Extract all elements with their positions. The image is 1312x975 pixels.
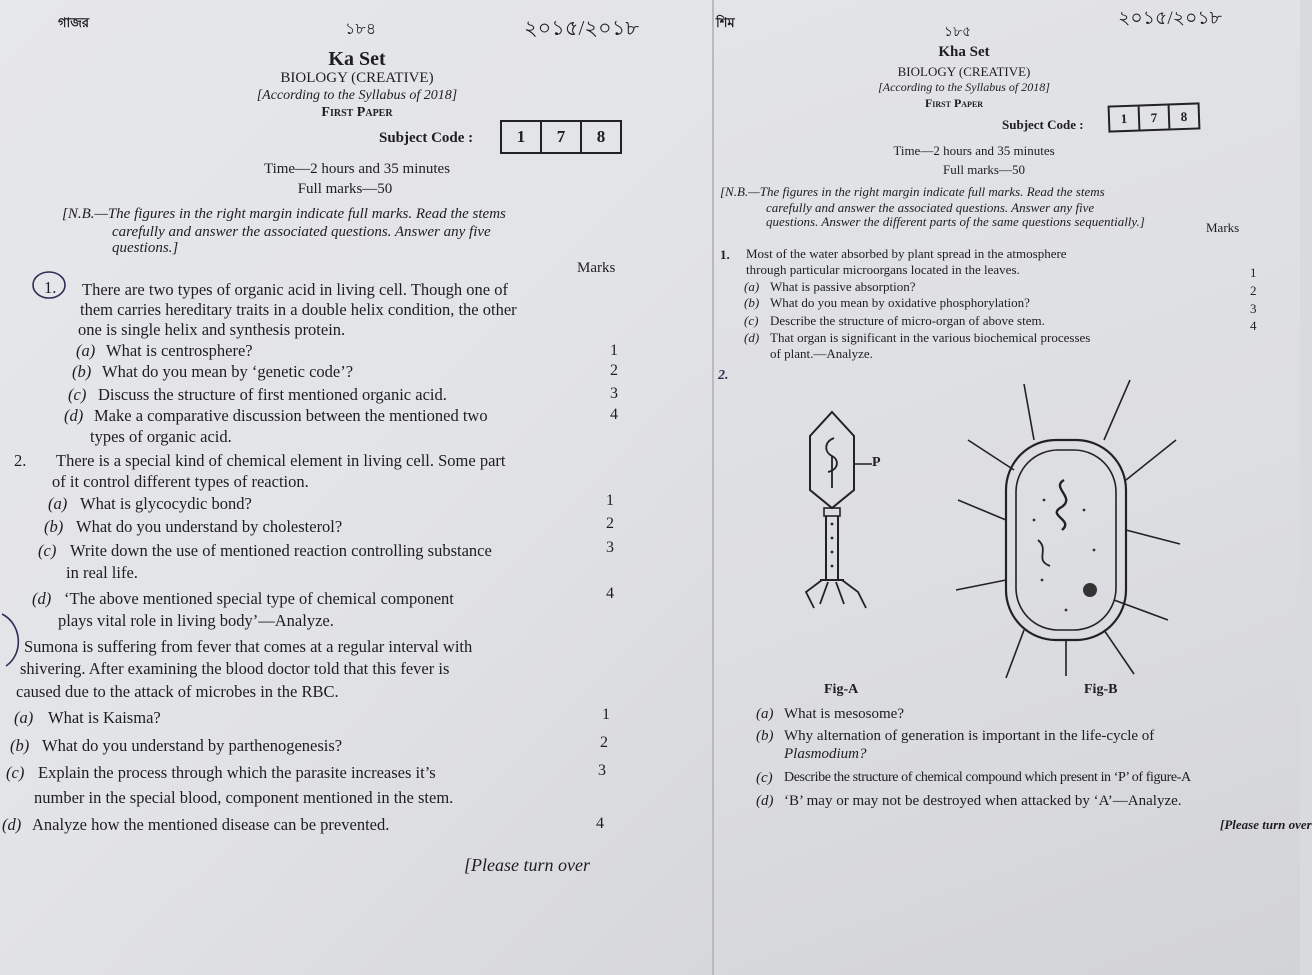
rq2-part-label: (b) xyxy=(756,728,774,744)
q2-part-text: What do you understand by cholesterol? xyxy=(76,517,343,536)
q1-part-label: (a) xyxy=(76,341,96,360)
q3-part-label: (b) xyxy=(10,736,30,755)
q1-part-marks: 4 xyxy=(610,406,618,423)
code-digit: 8 xyxy=(596,127,606,146)
right-nb-line: [N.B.—The figures in the right margin indicate full marks. Read the stems xyxy=(720,184,1105,199)
q3-stem-line: shivering. After examining the blood doctor told that this fever is xyxy=(20,659,450,678)
q3-part-marks: 2 xyxy=(600,734,608,751)
q2-part-text: ‘The above mentioned special type of chemical component xyxy=(64,589,454,608)
left-year: ২০১৫/২০১৮ xyxy=(524,16,639,40)
left-nb-line: questions.] xyxy=(112,240,179,256)
right-year: ২০১৫/২০১৮ xyxy=(1118,8,1223,29)
rq1-number: 1. xyxy=(720,247,730,262)
q1-stem-line: them carries hereditary traits in a double helix condition, the other xyxy=(80,300,517,319)
rq1-part-text: What do you mean by oxidative phosphorylation? xyxy=(770,295,1030,310)
q3-part-marks: 4 xyxy=(596,815,604,832)
q1-part-text: What is centrosphere? xyxy=(106,341,253,360)
q2-part-text-cont: plays vital role in living body’—Analyze. xyxy=(58,611,334,630)
left-page-number: ১৮৪ xyxy=(345,21,377,38)
q1-part-marks: 1 xyxy=(610,342,618,359)
q1-part-text: What do you mean by ‘genetic code’? xyxy=(102,362,354,381)
rq2-part-text: Why alternation of generation is important in the life-cycle of xyxy=(784,728,1155,744)
q1-part-label: (d) xyxy=(64,406,84,425)
q1-part-marks: 3 xyxy=(610,385,618,402)
right-full-marks: Full marks—50 xyxy=(943,162,1025,177)
q2-part-marks: 1 xyxy=(606,492,614,509)
fig-a-p-label: P xyxy=(872,455,881,470)
q1-number: 1. xyxy=(44,278,57,297)
left-full-marks: Full marks—50 xyxy=(297,181,393,197)
code-digit: 1 xyxy=(1110,106,1141,130)
code-digit: 8 xyxy=(1180,108,1188,125)
left-time: Time—2 hours and 35 minutes xyxy=(263,161,451,177)
left-set-name: Ka Set xyxy=(328,48,386,70)
rq1-part-label: (b) xyxy=(744,295,760,310)
left-marks-header: Marks xyxy=(577,260,616,276)
q3-stem-line: Sumona is suffering from fever that comes at a regular interval with xyxy=(24,637,473,656)
fig-b-bacterium-drawing xyxy=(954,380,1184,680)
right-nb-line: carefully and answer the associated questions. Answer any five xyxy=(766,200,1095,215)
right-time: Time—2 hours and 35 minutes xyxy=(893,143,1055,158)
right-nb-line: questions. Answer the different parts of the same questions sequentially.] xyxy=(766,214,1145,229)
rq2-part-text-cont: Plasmodium? xyxy=(784,746,867,762)
left-turn-over: [Please turn over xyxy=(464,855,590,875)
q3-part-text: What do you understand by parthenogenesis? xyxy=(42,736,343,755)
q1-part-label: (b) xyxy=(72,362,92,381)
rq1-part-marks: 4 xyxy=(1250,318,1257,333)
left-nb-line: [N.B.—The figures in the right margin indicate full marks. Read the stems xyxy=(62,206,506,222)
q2-part-label: (a) xyxy=(48,494,68,513)
left-nb-line: carefully and answer the associated questions. Answer any five xyxy=(112,224,491,240)
q2-part-label: (d) xyxy=(32,589,52,608)
q3-part-label: (a) xyxy=(14,708,34,727)
q2-part-marks: 4 xyxy=(606,585,614,602)
left-corner-label: গাজর xyxy=(58,15,90,30)
right-subject: BIOLOGY (CREATIVE) xyxy=(897,64,1031,79)
rq2-part-text: ‘B’ may or may not be destroyed when attacked by ‘A’—Analyze. xyxy=(784,793,1182,809)
q2-part-marks: 3 xyxy=(606,539,614,556)
q3-part-text: Analyze how the mentioned disease can be prevented. xyxy=(32,815,390,834)
rq1-part-label: (c) xyxy=(744,313,759,328)
left-paper: First Paper xyxy=(321,105,393,120)
q1-part-text: Discuss the structure of first mentioned organic acid. xyxy=(98,385,447,404)
rq1-stem-line: through particular microorgans located in the leaves. xyxy=(746,262,1020,277)
code-digit: 7 xyxy=(542,122,582,152)
right-paper: First Paper xyxy=(924,96,984,110)
left-subject: BIOLOGY (CREATIVE) xyxy=(280,70,434,86)
code-digit: 7 xyxy=(1140,105,1171,129)
code-digit: 1 xyxy=(502,122,542,152)
right-subject-code-label: Subject Code : xyxy=(1002,117,1084,132)
left-syllabus: [According to the Syllabus of 2018] xyxy=(256,88,458,103)
q1-part-text: Make a comparative discussion between the mentioned two xyxy=(94,406,488,425)
rq1-part-marks: 3 xyxy=(1250,301,1257,316)
rq1-stem-line: Most of the water absorbed by plant spread in the atmosphere xyxy=(746,246,1067,261)
q1-part-text-cont: types of organic acid. xyxy=(90,427,232,446)
right-subject-code-box xyxy=(1108,102,1201,132)
q3-part-text-cont: number in the special blood, component mentioned in the stem. xyxy=(34,788,454,807)
rq1-part-text: Describe the structure of micro-organ of above stem. xyxy=(770,313,1045,328)
q2-stem-line: There is a special kind of chemical element in living cell. Some part xyxy=(56,451,506,470)
q2-part-label: (c) xyxy=(38,541,57,560)
q1-part-label: (c) xyxy=(68,385,87,404)
rq2-part-text: Describe the structure of chemical compound which present in ‘P’ of figure-A xyxy=(784,770,1191,785)
q3-part-text: What is Kaisma? xyxy=(48,708,161,727)
right-set-name: Kha Set xyxy=(938,44,990,60)
rq1-part-label: (d) xyxy=(744,330,760,345)
q3-part-label: (c) xyxy=(6,763,25,782)
left-subject-code-label: Subject Code : xyxy=(379,130,474,146)
q1-part-marks: 2 xyxy=(610,362,618,379)
q3-part-marks: 3 xyxy=(598,762,606,779)
right-marks-header: Marks xyxy=(1206,220,1240,235)
q3-part-marks: 1 xyxy=(602,706,610,723)
q3-part-label: (d) xyxy=(2,815,22,834)
q3-part-text: Explain the process through which the parasite increases it’s xyxy=(38,763,436,782)
q2-stem-line: of it control different types of reaction. xyxy=(52,472,309,491)
rq1-part-marks: 1 xyxy=(1250,265,1257,280)
q2-part-text-cont: in real life. xyxy=(66,563,138,582)
rq1-part-text: That organ is significant in the various biochemical processes xyxy=(770,330,1091,345)
q1-stem-line: one is single helix and synthesis protein. xyxy=(78,320,346,339)
right-turn-over: [Please turn over xyxy=(1220,817,1312,832)
right-syllabus: [According to the Syllabus of 2018] xyxy=(878,80,1050,94)
q2-part-text: Write down the use of mentioned reaction controlling substance xyxy=(70,541,492,560)
q3-stem-line: caused due to the attack of microbes in the RBC. xyxy=(16,682,339,701)
rq1-part-text-cont: of plant.—Analyze. xyxy=(770,346,873,361)
q2-part-marks: 2 xyxy=(606,515,614,532)
fig-a-caption: Fig-A xyxy=(824,682,859,697)
rq1-part-text: What is passive absorption? xyxy=(770,279,916,294)
right-corner-label: শিম xyxy=(716,15,735,30)
fig-a-bacteriophage-drawing xyxy=(792,408,902,618)
rq2-part-text: What is mesosome? xyxy=(784,706,904,722)
rq2-part-label: (d) xyxy=(756,793,774,809)
q1-stem-line: There are two types of organic acid in living cell. Though one of xyxy=(82,280,508,299)
right-page-number: ১৮৫ xyxy=(944,25,972,40)
rq1-part-label: (a) xyxy=(744,279,760,294)
rq2-part-label: (a) xyxy=(756,706,774,722)
rq2-number: 2. xyxy=(718,368,729,383)
rq2-part-label: (c) xyxy=(756,770,773,786)
q2-number: 2. xyxy=(14,451,27,470)
left-subject-code-box xyxy=(500,120,622,154)
q2-part-text: What is glycocydic bond? xyxy=(80,494,252,513)
fig-b-caption: Fig-B xyxy=(1084,682,1118,697)
q2-part-label: (b) xyxy=(44,517,64,536)
right-exam-page xyxy=(712,0,1312,975)
rq1-part-marks: 2 xyxy=(1250,283,1257,298)
